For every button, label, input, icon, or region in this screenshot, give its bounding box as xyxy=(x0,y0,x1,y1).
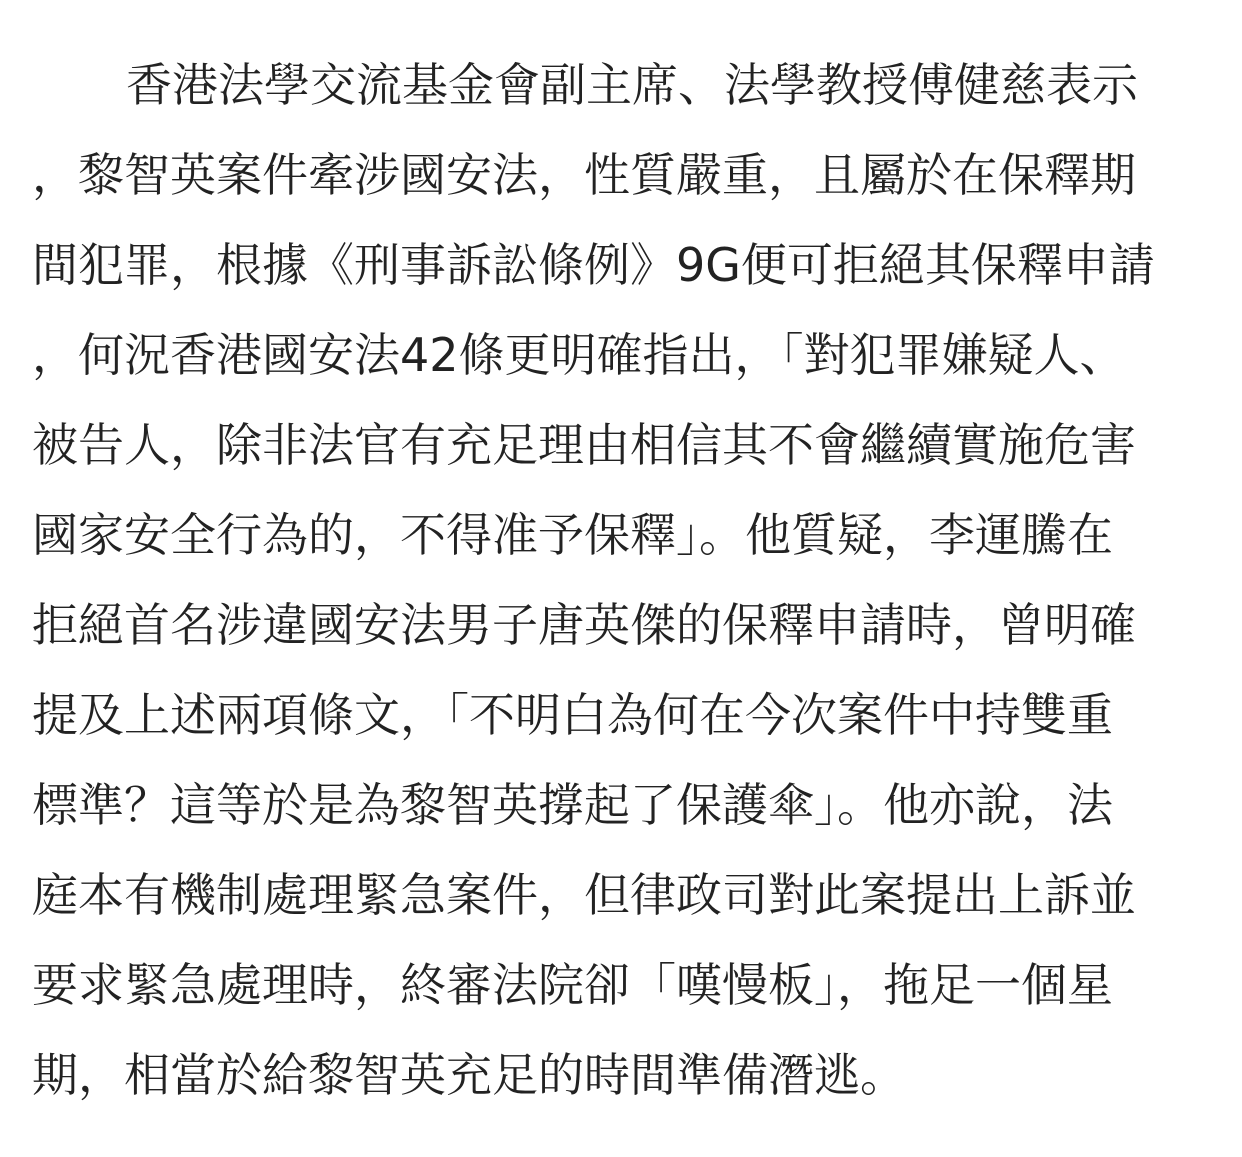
paragraph-line: ，何況香港國安法42條更明確指出，「對犯罪嫌疑人、 xyxy=(32,328,1126,382)
paragraph-line: 拒絕首名涉違國安法男子唐英傑的保釋申請時，曾明確 xyxy=(32,598,1136,652)
paragraph-line: 被告人，除非法官有充足理由相信其不會繼續實施危害 xyxy=(32,418,1136,472)
paragraph-line: 庭本有機制處理緊急案件，但律政司對此案提出上訴並 xyxy=(32,868,1136,922)
paragraph-line: ，黎智英案件牽涉國安法，性質嚴重，且屬於在保釋期 xyxy=(32,148,1136,202)
paragraph-line: 國家安全行為的，不得准予保釋」。他質疑，李運騰在 xyxy=(32,508,1113,562)
paragraph-line: 標準？這等於是為黎智英撐起了保護傘」。他亦說，法 xyxy=(32,778,1113,832)
paragraph-line: 要求緊急處理時，終審法院卻「嘆慢板」，拖足一個星 xyxy=(32,958,1113,1012)
paragraph-line: 香港法學交流基金會副主席、法學教授傅健慈表示 xyxy=(126,58,1138,112)
paragraph-line: 提及上述兩項條文，「不明白為何在今次案件中持雙重 xyxy=(32,688,1113,742)
paragraph-line: 期，相當於給黎智英充足的時間準備潛逃。 xyxy=(32,1048,906,1102)
article-paragraph xyxy=(32,40,1212,1120)
paragraph-line: 間犯罪，根據《刑事訴訟條例》9G便可拒絕其保釋申請 xyxy=(32,238,1155,292)
